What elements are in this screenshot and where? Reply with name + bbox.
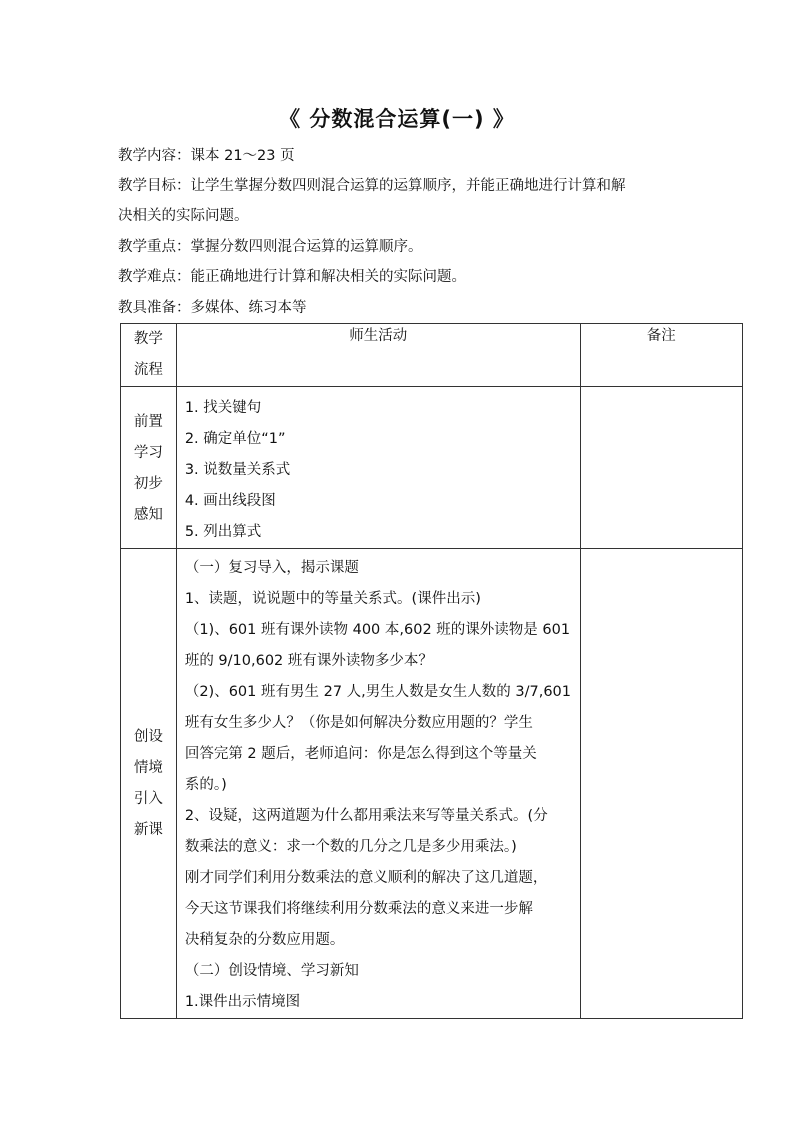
teaching-materials: 教具准备：多媒体、练习本等 (118, 300, 307, 316)
list-item: 4. 画出线段图 (184, 493, 276, 509)
activity-cell (176, 387, 580, 549)
teaching-difficulty: 教学难点：能正确地进行计算和解决相关的实际问题。 (118, 269, 466, 285)
stage-text: 新课 (133, 821, 163, 838)
content-line: （一）复习导入，揭示课题 (184, 560, 359, 576)
content-line: 1.课件出示情境图 (184, 994, 301, 1010)
teaching-content: 教学内容：课本 21～23 页 (118, 148, 295, 164)
content-line: （1)、601 班有课外读物 400 本,602 班的课外读物是 601 (184, 622, 571, 638)
stage-text: 前置 (133, 413, 163, 430)
content-line: 2、设疑，这两道题为什么都用乘法来写等量关系式。(分 (184, 808, 548, 824)
list-item: 5. 列出算式 (184, 524, 262, 540)
header-flow-line2: 流程 (133, 362, 163, 378)
stage-text: 引入 (133, 790, 163, 807)
teaching-goal-line2: 决相关的实际问题。 (118, 208, 249, 224)
content-line: 刚才同学们利用分数乘法的意义顺利的解决了这几道题， (184, 870, 548, 886)
stage-text: 情境 (133, 759, 163, 776)
stage-cell (121, 387, 177, 549)
header-notes-cell: 备注 (580, 324, 742, 387)
content-line: 回答完第 2 题后，老师追问：你是怎么得到这个等量关 (184, 746, 537, 762)
table-row (121, 387, 743, 549)
list-item: 3. 说数量关系式 (184, 462, 291, 478)
table-row (121, 549, 743, 1019)
stage-text: 创设 (133, 728, 163, 745)
content-line: （2)、601 班有男生 27 人,男生人数是女生人数的 3/7,601 (184, 684, 572, 700)
table-header-row (121, 324, 743, 387)
content-line: 数乘法的意义：求一个数的几分之几是多少用乘法。) (184, 839, 517, 855)
document-title: 《 分数混合运算(一) 》 (279, 107, 515, 131)
content-line: 系的。) (184, 777, 227, 793)
list-item: 2. 确定单位“1” (184, 431, 286, 447)
header-activity-cell: 师生活动 (176, 324, 580, 387)
stage-text: 感知 (133, 506, 163, 523)
list-item: 1. 找关键句 (184, 400, 262, 416)
lesson-plan-table (120, 323, 743, 1019)
notes-cell (580, 549, 742, 1019)
stage-cell (121, 549, 177, 1019)
stage-text: 学习 (133, 444, 163, 461)
header-flow-cell (121, 324, 177, 387)
content-line: （二）创设情境、学习新知 (184, 963, 359, 979)
header-flow-line1: 教学 (133, 331, 163, 347)
content-line: 1、读题，说说题中的等量关系式。(课件出示) (184, 591, 481, 607)
content-line: 班的 9/10,602 班有课外读物多少本？ (184, 653, 433, 669)
teaching-goal-line1: 教学目标：让学生掌握分数四则混合运算的运算顺序，并能正确地进行计算和解 (118, 178, 626, 194)
content-line: 今天这节课我们将继续利用分数乘法的意义来进一步解 (184, 901, 533, 917)
activity-cell (176, 549, 580, 1019)
notes-cell (580, 387, 742, 549)
content-line: 决稍复杂的分数应用题。 (184, 932, 345, 948)
stage-text: 初步 (133, 475, 163, 492)
teaching-key-point: 教学重点：掌握分数四则混合运算的运算顺序。 (118, 239, 423, 255)
content-line: 班有女生多少人？（你是如何解决分数应用题的？学生 (184, 715, 533, 731)
